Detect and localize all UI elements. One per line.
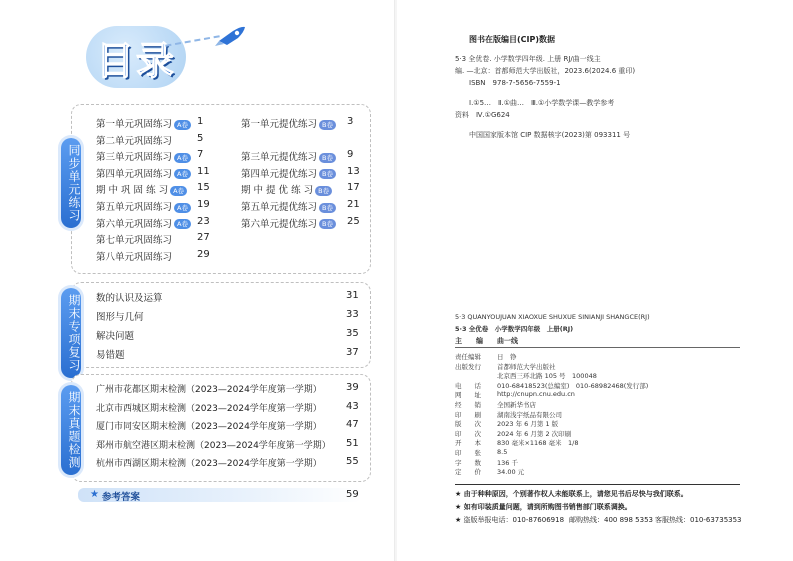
answers-star-icon: ★ — [90, 489, 99, 500]
info-key: 责任编辑 — [455, 353, 481, 361]
toc-entry[interactable] — [96, 216, 191, 230]
badge-b-icon: B卷 — [319, 120, 336, 130]
toc-entry[interactable] — [96, 182, 187, 196]
exam-entry[interactable]: 杭州市西湖区期末检测（2023—2024学年度第一学期） — [96, 459, 322, 469]
exam-entry-page: 47 — [346, 419, 359, 430]
toc-entry[interactable] — [241, 199, 336, 213]
toc-entry[interactable] — [96, 116, 191, 130]
toc-entry-page: 1 — [197, 116, 204, 127]
info-key: 经 销 — [455, 401, 481, 409]
cip-line-6: 中国国家版本馆 CIP 数据核字(2023)第 093311 号 — [469, 131, 631, 139]
toc-entry[interactable] — [96, 232, 172, 246]
exam-entry-page: 55 — [346, 456, 359, 467]
info-key: 定 价 — [455, 468, 481, 477]
toc-page — [0, 0, 396, 561]
toc-entry[interactable] — [96, 249, 172, 263]
topic-entry-page: 33 — [346, 309, 359, 320]
toc-entry[interactable] — [241, 182, 332, 196]
toc-entry-page: 3 — [347, 116, 354, 127]
badge-b-icon: B卷 — [319, 203, 336, 213]
topic-entry-page: 31 — [346, 290, 359, 301]
toc-entry-page: 7 — [197, 149, 204, 161]
info-value: 湖南浅宇纸品有限公司 — [497, 410, 562, 419]
note-piracy-phone: 盗版举报电话：010-87606918 — [463, 516, 565, 524]
toc-entry-label: 第二单元巩固练习 — [96, 135, 173, 147]
info-value: 136 千 — [497, 458, 518, 467]
page-title: 目录 — [96, 39, 177, 83]
rocket-icon — [215, 25, 247, 47]
note-service: 客服热线：010-63735353 — [655, 516, 742, 524]
section-tab-exam-tests: 期末真题检测 — [61, 385, 81, 475]
toc-entry-page: 21 — [347, 199, 360, 210]
info-value: 830 毫米×1168 毫米 1/8 — [497, 439, 579, 448]
info-value: 首都师范大学出版社 — [497, 362, 556, 371]
exam-entry-page: 39 — [346, 382, 359, 393]
book-divider — [455, 347, 740, 348]
badge-a-icon: A卷 — [174, 203, 191, 213]
note-quality-text: 如有印装质量问题，请到所购图书销售部门联系调换。 — [463, 503, 632, 511]
toc-entry-page: 9 — [347, 149, 354, 161]
topic-entry-page: 35 — [346, 328, 359, 339]
note-quality: ★ 如有印装质量问题，请到所购图书销售部门联系调换。 — [455, 503, 632, 511]
cip-line-1: 5·3 全优卷. 小学数学四年级. 上册 RJ/曲一线主 — [455, 55, 601, 63]
section-tab-unit-practice: 同步单元练习 — [61, 138, 81, 228]
toc-entry-page: 29 — [197, 248, 210, 260]
info-value: 2024 年 6 月第 2 次印刷 — [497, 429, 572, 438]
toc-entry-page: 25 — [347, 215, 360, 227]
topic-entry[interactable]: 解决问题 — [96, 331, 135, 342]
note-copyright: ★ 由于种种原因，个别著作权人未能联系上，请您见书后尽快与我们联系。 — [455, 490, 688, 498]
info-value: 34.00 元 — [497, 468, 525, 477]
exam-entry[interactable]: 北京市西城区期末检测（2023—2024学年度第一学期） — [96, 403, 322, 414]
toc-entry[interactable] — [241, 149, 336, 163]
topic-entry-page: 37 — [346, 347, 359, 358]
toc-entry[interactable] — [241, 166, 336, 180]
copyright-page — [397, 0, 793, 561]
cip-line-3: ISBN 978-7-5656-7559-1 — [469, 79, 561, 87]
toc-entry-label: 第四单元提优练习 — [241, 168, 318, 180]
toc-entry-page: 11 — [197, 165, 210, 177]
topic-entry[interactable]: 易错题 — [96, 350, 125, 361]
book-cn-title: 5·3 全优卷 小学数学四年级 上册(RJ) — [455, 325, 574, 333]
toc-entry-label: 期 中 巩 固 练 习 — [96, 185, 169, 197]
topic-entry[interactable]: 图形与几何 — [96, 312, 144, 323]
badge-b-icon: B卷 — [315, 186, 332, 196]
exam-entry-page: 51 — [346, 437, 359, 449]
toc-entry-page: 15 — [197, 182, 210, 194]
info-key: 版 次 — [455, 420, 481, 429]
note-mail-order: 邮购热线：400 898 5353 — [569, 516, 653, 524]
badge-a-icon: A卷 — [174, 120, 191, 130]
section-tab-special-topics: 期末专项复习 — [61, 288, 81, 378]
cip-line-2: 编. —北京：首都师范大学出版社，2023.6(2024.6 重印) — [455, 67, 636, 75]
toc-entry[interactable] — [96, 149, 191, 163]
badge-a-icon: A卷 — [174, 219, 191, 229]
toc-entry-label: 第六单元巩固练习 — [96, 218, 173, 230]
toc-entry-page: 17 — [347, 182, 360, 194]
toc-entry-label: 期 中 提 优 练 习 — [241, 185, 314, 197]
info-key: 出版发行 — [455, 362, 481, 371]
info-value: 010-68418523(总编室) 010-68982468(发行部) — [497, 381, 649, 390]
toc-entry-label: 第五单元提优练习 — [241, 202, 318, 213]
book-pinyin-title: 5·3 QUANYOUJUAN XIAOXUE SHUXUE SINIANJI SHANGCE(RJ) — [455, 313, 650, 321]
toc-entry-label: 第四单元巩固练习 — [96, 168, 173, 180]
toc-entry[interactable] — [241, 216, 336, 230]
toc-entry-label: 第五单元巩固练习 — [96, 202, 173, 213]
topic-entry[interactable]: 数的认识及运算 — [96, 293, 163, 304]
toc-entry-label: 第一单元提优练习 — [241, 119, 318, 130]
badge-b-icon: B卷 — [319, 219, 336, 229]
badge-b-icon: B卷 — [319, 153, 336, 163]
exam-entry[interactable]: 广州市花都区期末检测（2023—2024学年度第一学期） — [96, 385, 322, 395]
toc-entry-label: 第三单元巩固练习 — [96, 152, 173, 164]
answers-label[interactable]: 参考答案 — [102, 492, 141, 503]
toc-entry-label: 第六单元提优练习 — [241, 218, 318, 230]
book-editor-value: 曲一线 — [497, 337, 518, 345]
cip-title: 图书在版编目(CIP)数据 — [469, 35, 556, 44]
toc-entry-page: 19 — [197, 199, 210, 210]
toc-entry[interactable] — [96, 133, 172, 147]
notes-divider — [455, 484, 740, 485]
info-key: 网 址 — [455, 391, 481, 400]
cip-line-4: Ⅰ.①5… Ⅱ.①曲… Ⅲ.①小学数学课—教学参考 — [469, 99, 615, 107]
info-key: 印 张 — [455, 449, 481, 457]
badge-a-icon: A卷 — [174, 169, 191, 179]
toc-title-block — [86, 22, 196, 92]
info-key: 开 本 — [455, 439, 481, 448]
info-value: 日 铮 — [497, 353, 517, 361]
info-value: http://cnupn.cnu.edu.cn — [497, 390, 575, 399]
toc-entry[interactable] — [96, 199, 191, 213]
exam-entry-page: 43 — [346, 400, 359, 412]
toc-entry-page: 27 — [197, 232, 210, 244]
info-value: 2023 年 6 月第 1 版 — [497, 420, 559, 429]
note-contacts: ★ 盗版举报电话：010-87606918 — [455, 516, 565, 524]
toc-entry-label: 第八单元巩固练习 — [96, 251, 173, 263]
toc-entry-page: 13 — [347, 165, 360, 177]
toc-entry-page: 5 — [197, 132, 204, 144]
note-copyright-text: 由于种种原因，个别著作权人未能联系上，请您见书后尽快与我们联系。 — [463, 490, 688, 498]
toc-entry-label: 第七单元巩固练习 — [96, 235, 173, 247]
info-value: 北京西三环北路 105 号 100048 — [497, 372, 597, 381]
cip-line-5: 资料 Ⅳ.①G624 — [455, 111, 510, 119]
book-editor-key: 主 编 — [455, 337, 483, 345]
info-key: 字 数 — [455, 458, 481, 467]
toc-entry-page: 23 — [197, 215, 210, 227]
badge-a-icon: A卷 — [170, 186, 187, 196]
badge-b-icon: B卷 — [319, 169, 336, 179]
info-key: 印 次 — [455, 429, 481, 438]
toc-entry[interactable] — [241, 116, 336, 130]
info-value: 全国新华书店 — [497, 401, 536, 409]
info-key: 电 话 — [455, 381, 481, 390]
info-key: 印 刷 — [455, 410, 481, 419]
info-value: 8.5 — [497, 448, 508, 456]
exam-entry[interactable]: 郑州市航空港区期末检测（2023—2024学年度第一学期） — [96, 440, 331, 451]
toc-entry-label: 第一单元巩固练习 — [96, 119, 173, 130]
answers-page: 59 — [346, 489, 359, 500]
toc-entry-label: 第三单元提优练习 — [241, 152, 318, 164]
toc-entry[interactable] — [96, 166, 191, 180]
exam-entry[interactable]: 厦门市同安区期末检测（2023—2024学年度第一学期） — [96, 422, 322, 432]
badge-a-icon: A卷 — [174, 153, 191, 163]
